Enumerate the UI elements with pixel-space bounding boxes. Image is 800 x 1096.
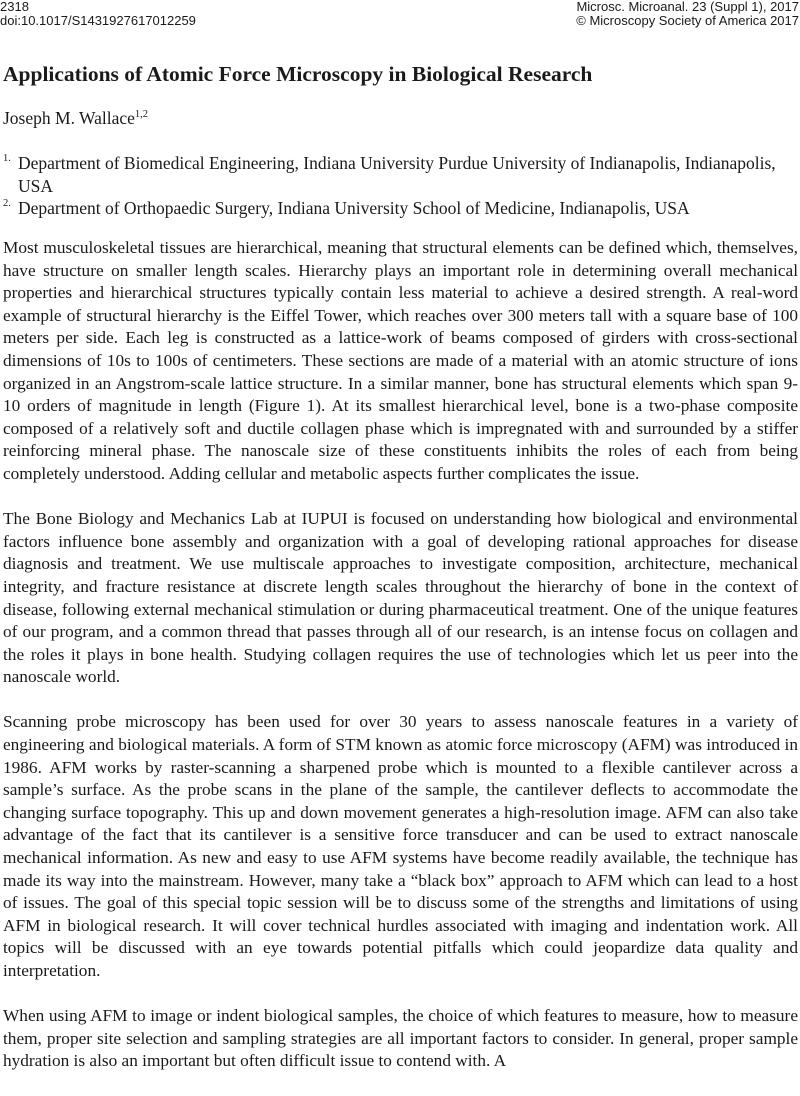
affiliation-1 (3, 152, 798, 197)
author-affiliation-marks: 1,2 (134, 109, 149, 120)
page-header (0, 0, 800, 30)
affiliation-number: 1. (3, 153, 11, 164)
copyright-notice: © Microscopy Society of America 2017 (576, 13, 799, 28)
header-left (0, 0, 196, 28)
body-paragraph-1: Most musculoskeletal tissues are hierarchical, meaning that structural elements can be defined which, themselves, have structure on smaller length scales. Hierarchy plays an important role in determining overall mechanical properties and hierarchical structures typically contain less material to achieve a desired strength. A real-word example of structural hierarchy is the Eiffel Tower, which reaches over 300 meters tall with a square base of 100 meters per side. Each leg is constructed as a lattice-work of beams composed of girders with cross-sectional dimensions of 10s to 100s of centimeters. These sections are made of a material with an atomic structure of ions organized in an Angstrom-scale lattice structure. In a similar manner, bone has structural elements which span 9-10 orders of magnitude in length (Figure 1). At its smallest hierarchical level, bone is a two-phase composite composed of a relatively soft and ductile collagen phase which is impregnated with and surrounded by a stiffer reinforcing mineral phase. The nanoscale size of these constituents inhibits the roles of each from being completely understood. Adding cellular and metabolic aspects further complicates the issue. (3, 238, 798, 483)
author-name: Joseph M. Wallace (3, 108, 135, 128)
affiliation-number: 2. (3, 198, 11, 209)
page-number: 2318 (0, 0, 29, 14)
affiliation-2 (3, 197, 798, 220)
affiliations (3, 152, 798, 220)
journal-citation: Microsc. Microanal. 23 (Suppl 1), 2017 (576, 0, 799, 14)
affiliation-text: Department of Biomedical Engineering, Indiana University Purdue University of Indianapolis, Indianapolis, USA (18, 153, 776, 196)
author-line (3, 107, 148, 129)
doi-text: doi:10.1017/S1431927617012259 (0, 13, 196, 28)
article-body (3, 237, 798, 1096)
body-paragraph-2: The Bone Biology and Mechanics Lab at IUPUI is focused on understanding how biological and environmental factors influence bone assembly and organization with a goal of developing rational approaches for disease diagnosis and treatment. We use multiscale approaches to investigate composition, architecture, mechanical integrity, and fracture resistance at discrete length scales throughout the hierarchy of bone in the context of disease, following external mechanical stimulation or during pharmaceutical treatment. One of the unique features of our program, and a common thread that passes through all of our research, is an intense focus on collagen and the roles it plays in bone health. Studying collagen requires the use of technologies which let us peer into the nanoscale world. (3, 509, 798, 687)
body-paragraph-3: Scanning probe microscopy has been used for over 30 years to assess nanoscale features in a variety of engineering and biological materials. A form of STM known as atomic force microscopy (AFM) was introduced in 1986. AFM works by raster-scanning a sharpened probe which is mounted to a flexible cantilever across a sample’s surface. As the probe scans in the plane of the sample, the cantilever deflects to accommodate the changing surface topography. This up and down movement generates a high-resolution image. AFM can also take advantage of the fact that its cantilever is a sensitive force transducer and can be used to extract nanoscale mechanical information. As new and easy to use AFM systems have become readily available, the technique has made its way into the mainstream. However, many take a “black box” approach to AFM which can lead to a host of issues. The goal of this special topic session will be to discuss some of the strengths and limitations of using AFM in biological research. It will cover technical hurdles associated with imaging and indentation work. All topics will be discussed with an eye towards potential pitfalls which could jeopardize data quality and interpretation. (3, 712, 798, 980)
affiliation-text: Department of Orthopaedic Surgery, Indiana University School of Medicine, Indianapolis, USA (18, 198, 690, 218)
article-title: Applications of Atomic Force Microscopy in Biological Research (3, 62, 593, 86)
header-right (576, 0, 799, 28)
body-paragraph-4: When using AFM to image or indent biological samples, the choice of which features to measure, how to measure them, proper site selection and sampling strategies are all important factors to consider. In general, proper sample hydration is also an important but often difficult issue to contend with. A (3, 1006, 798, 1071)
